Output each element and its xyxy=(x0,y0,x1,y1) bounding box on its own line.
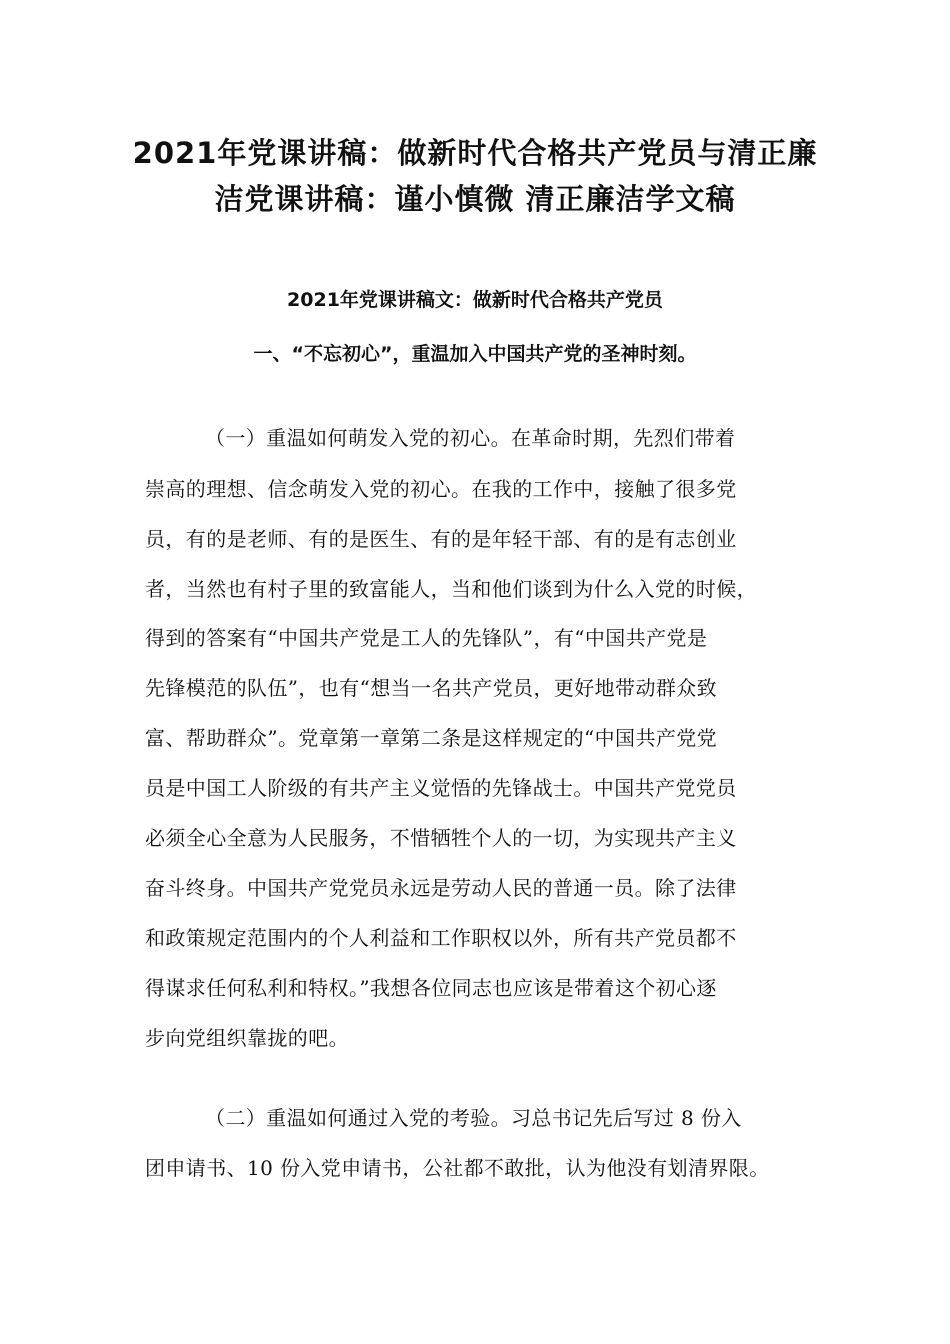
paragraph-line: 先锋模范的队伍”，也有“想当一名共产党员，更好地带动群众致 xyxy=(145,676,718,700)
paragraph-line: 必须全心全意为人民服务，不惜牺牲个人的一切，为实现共产主义 xyxy=(145,826,737,850)
paragraph-line: 得谋求任何私利和特权。”我想各位同志也应该是带着这个初心逐 xyxy=(145,976,717,1000)
paragraph-line: 奋斗终身。中国共产党党员永远是劳动人民的普通一员。除了法律 xyxy=(145,876,737,900)
paragraph-line: （一）重温如何萌发入党的初心。在革命时期，先烈们带着 xyxy=(205,426,736,450)
paragraph-line: 者，当然也有村子里的致富能人，当和他们谈到为什么入党的时候， xyxy=(145,577,757,601)
document-title-line-2: 洁党课讲稿：谨小慎微 清正廉洁学文稿 xyxy=(214,182,736,216)
paragraph-line: 和政策规定范围内的个人利益和工作职权以外，所有共产党员都不 xyxy=(145,926,737,950)
section-subtitle: 一、“不忘初心”，重温加入中国共产党的圣神时刻。 xyxy=(253,343,697,365)
paragraph-line: 团申请书、10 份入党申请书，公社都不敢批，认为他没有划清界限。 xyxy=(145,1156,770,1180)
paragraph-line: 员，有的是老师、有的是医生、有的是年轻干部、有的是有志创业 xyxy=(145,527,737,551)
paragraph-line: 员是中国工人阶级的有共产主义觉悟的先锋战士。中国共产党党员 xyxy=(145,776,737,800)
paragraph-line: 富、帮助群众”。党章第一章第二条是这样规定的“中国共产党党 xyxy=(145,726,718,750)
paragraph-line: 崇高的理想、信念萌发入党的初心。在我的工作中，接触了很多党 xyxy=(145,477,737,501)
paragraph-line: （二）重温如何通过入党的考验。习总书记先后写过 8 份入 xyxy=(205,1106,742,1130)
section-title: 2021年党课讲稿文：做新时代合格共产党员 xyxy=(287,289,663,311)
paragraph-line: 步向党组织靠拢的吧。 xyxy=(145,1026,349,1050)
document-title-line-1: 2021年党课讲稿：做新时代合格共产党员与清正廉 xyxy=(132,136,818,170)
paragraph-line: 得到的答案有“中国共产党是工人的先锋队”，有“中国共产党是 xyxy=(145,626,708,650)
